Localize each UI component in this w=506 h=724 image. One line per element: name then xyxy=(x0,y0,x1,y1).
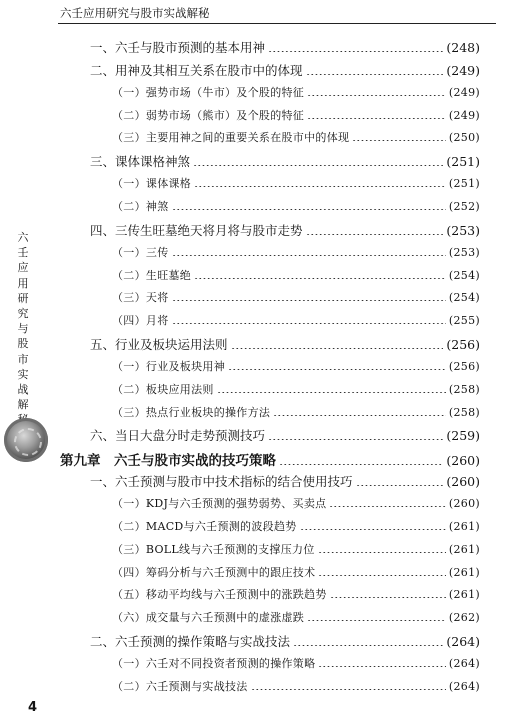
dot-leader xyxy=(217,392,446,393)
toc-entry-page: (264) xyxy=(448,656,480,670)
toc-entry[interactable] xyxy=(112,381,480,397)
toc-entry-page: (260) xyxy=(446,453,480,469)
dot-leader xyxy=(193,165,443,166)
toc-entry[interactable] xyxy=(112,244,480,260)
toc-entry-page: (264) xyxy=(448,679,480,693)
toc-entry-page: (261) xyxy=(448,588,480,602)
toc-entry-page: (256) xyxy=(446,337,480,353)
toc-entry-title: （三）天将 xyxy=(112,291,169,305)
toc-entry-page: (258) xyxy=(448,405,480,419)
toc-entry-title: （一）六壬对不同投资者预测的操作策略 xyxy=(112,656,316,670)
dot-leader xyxy=(307,118,446,119)
side-title-char: 市 xyxy=(17,352,29,366)
toc-entry[interactable] xyxy=(112,564,480,580)
toc-entry[interactable] xyxy=(112,175,480,191)
toc-entry-title: 五、行业及板块运用法则 xyxy=(90,337,228,353)
dot-leader xyxy=(172,255,446,256)
toc-entry[interactable] xyxy=(90,221,480,239)
toc-entry-page: (248) xyxy=(446,40,480,55)
toc-entry-title: 第九章 六壬与股市实战的技巧策略 xyxy=(60,453,276,470)
toc-entry-page: (259) xyxy=(446,428,480,444)
toc-entry[interactable] xyxy=(112,358,480,374)
toc-entry-title: （一）三传 xyxy=(112,245,169,259)
dragon-emblem-icon xyxy=(4,418,48,462)
toc-entry-title: （三）BOLL线与六壬预测的支撑压力位 xyxy=(112,542,315,556)
toc-entry[interactable] xyxy=(112,289,480,305)
toc-entry-page: (252) xyxy=(448,199,480,213)
side-title-char: 壬 xyxy=(17,246,29,260)
toc-entry[interactable] xyxy=(112,678,480,694)
dot-leader xyxy=(306,74,444,75)
toc-entry-title: 二、用神及其相互关系在股市中的体现 xyxy=(90,62,303,78)
toc-entry-page: (254) xyxy=(448,291,480,305)
dot-leader xyxy=(318,552,446,553)
side-title-char: 实 xyxy=(17,367,29,381)
toc-entry-title: （二）弱势市场（熊市）及个股的特征 xyxy=(112,108,305,122)
side-title-char: 六 xyxy=(17,231,29,244)
dot-leader xyxy=(318,666,446,667)
toc-entry-page: (251) xyxy=(448,177,480,191)
side-title-char: 股 xyxy=(17,337,29,351)
vertical-side-title xyxy=(14,230,32,428)
toc-entry-page: (249) xyxy=(446,62,480,78)
dot-leader xyxy=(251,689,446,690)
side-title-char: 战 xyxy=(17,383,29,397)
toc-entry-page: (255) xyxy=(448,314,480,328)
toc-entry[interactable] xyxy=(112,107,480,123)
dot-leader xyxy=(194,186,446,187)
toc-entry-title: （四）月将 xyxy=(112,314,169,328)
toc-entry-title: 四、三传生旺墓绝天将月将与股市走势 xyxy=(90,222,303,238)
toc-entry-page: (253) xyxy=(448,245,480,259)
dot-leader xyxy=(268,51,443,52)
toc-entry[interactable] xyxy=(112,267,480,283)
side-title-char: 用 xyxy=(17,276,29,290)
toc-entry-page: (261) xyxy=(448,519,480,533)
toc-entry-title: （二）板块应用法则 xyxy=(112,382,214,396)
toc-entry-page: (253) xyxy=(446,222,480,238)
dot-leader xyxy=(318,575,446,576)
toc-entry-title: （四）筹码分析与六壬预测中的跟庄技术 xyxy=(112,565,316,579)
toc-entry-title: 六、当日大盘分时走势预测技巧 xyxy=(90,428,266,444)
side-title-char: 究 xyxy=(17,307,29,321)
dot-leader xyxy=(279,464,443,465)
toc-entry-page: (249) xyxy=(448,108,480,122)
dot-leader xyxy=(228,369,446,370)
toc-entry[interactable] xyxy=(90,335,480,353)
toc-entry[interactable] xyxy=(112,198,480,214)
toc-entry-title: （一）行业及板块用神 xyxy=(112,359,225,373)
toc-entry-page: (260) xyxy=(446,474,480,490)
toc-entry[interactable] xyxy=(112,404,480,420)
dot-leader xyxy=(172,209,446,210)
toc-entry-page: (256) xyxy=(448,359,480,373)
toc-entry-title: （一）KDJ与六壬预测的强势弱势、买卖点 xyxy=(112,497,327,510)
dot-leader xyxy=(300,529,446,530)
toc-entry[interactable] xyxy=(60,449,480,469)
toc-entry-title: 一、六壬与股市预测的基本用神 xyxy=(90,40,266,55)
toc-entry-page: (251) xyxy=(446,154,480,170)
toc-entry-title: （二）生旺墓绝 xyxy=(112,268,192,282)
toc-entry[interactable] xyxy=(112,518,480,534)
toc-entry-title: （二）神煞 xyxy=(112,199,169,213)
toc-entry[interactable] xyxy=(112,586,480,602)
toc-entry[interactable] xyxy=(90,426,480,444)
toc-entry[interactable] xyxy=(112,84,480,100)
toc-entry[interactable] xyxy=(90,152,480,170)
dot-leader xyxy=(172,323,446,324)
dot-leader xyxy=(352,140,446,141)
toc-entry-page: (261) xyxy=(448,542,480,556)
toc-entry-page: (250) xyxy=(448,131,480,145)
dot-leader xyxy=(356,485,444,486)
dot-leader xyxy=(273,415,446,416)
toc-entry-title: 一、六壬预测与股市中技术指标的结合使用技巧 xyxy=(90,474,353,490)
toc-entry-page: (249) xyxy=(448,85,480,99)
dot-leader xyxy=(307,95,446,96)
toc-entry[interactable] xyxy=(90,61,480,79)
toc-entry-page: (254) xyxy=(448,268,480,282)
toc-entry[interactable] xyxy=(90,632,480,650)
toc-entry[interactable] xyxy=(112,655,480,671)
dot-leader xyxy=(307,620,446,621)
toc-entry-page: (262) xyxy=(448,611,480,625)
toc-entry-title: （三）主要用神之间的重要关系在股市中的体现 xyxy=(112,131,350,145)
toc-entry-title: （一）强势市场（牛市）及个股的特征 xyxy=(112,85,305,99)
dot-leader xyxy=(330,597,446,598)
toc-entry-title: （二）MACD与六壬预测的波段趋势 xyxy=(112,519,297,533)
side-title-char: 与 xyxy=(17,322,29,336)
dot-leader xyxy=(231,348,444,349)
toc-entry[interactable] xyxy=(112,541,480,557)
dot-leader xyxy=(293,645,443,646)
toc-entry[interactable] xyxy=(112,312,480,328)
side-title-char: 解 xyxy=(17,398,29,412)
toc-entry[interactable] xyxy=(112,129,480,145)
dot-leader xyxy=(306,234,444,235)
toc-entry-page: (258) xyxy=(448,382,480,396)
dot-leader xyxy=(329,506,445,507)
toc-entry-title: （三）热点行业板块的操作方法 xyxy=(112,405,271,419)
dot-leader xyxy=(172,300,446,301)
toc-entry-page: (261) xyxy=(448,565,480,579)
toc-entry[interactable] xyxy=(90,38,480,56)
toc-entry-title: （六）成交量与六壬预测中的虚涨虚跌 xyxy=(112,611,305,625)
toc-entry[interactable] xyxy=(90,472,480,490)
toc-entry[interactable] xyxy=(112,495,480,511)
running-header: 六壬应用研究与股市实战解秘 xyxy=(60,6,210,20)
header-rule xyxy=(58,23,496,24)
side-title-char: 应 xyxy=(17,261,29,275)
side-title-char: 研 xyxy=(17,291,29,305)
dot-leader xyxy=(268,439,443,440)
toc-entry-title: （二）六壬预测与实战技法 xyxy=(112,679,248,693)
toc-entry-title: 三、课体课格神煞 xyxy=(90,154,191,170)
toc-entry-title: （五）移动平均线与六壬预测中的涨跌趋势 xyxy=(112,588,327,602)
dot-leader xyxy=(194,278,446,279)
toc-entry-title: （一）课体课格 xyxy=(112,177,192,191)
toc-entry-page: (260) xyxy=(448,497,480,510)
page-number: 4 xyxy=(28,700,38,715)
toc-entry-page: (264) xyxy=(446,634,480,650)
toc-entry[interactable] xyxy=(112,609,480,625)
toc-entry-title: 二、六壬预测的操作策略与实战技法 xyxy=(90,634,291,650)
